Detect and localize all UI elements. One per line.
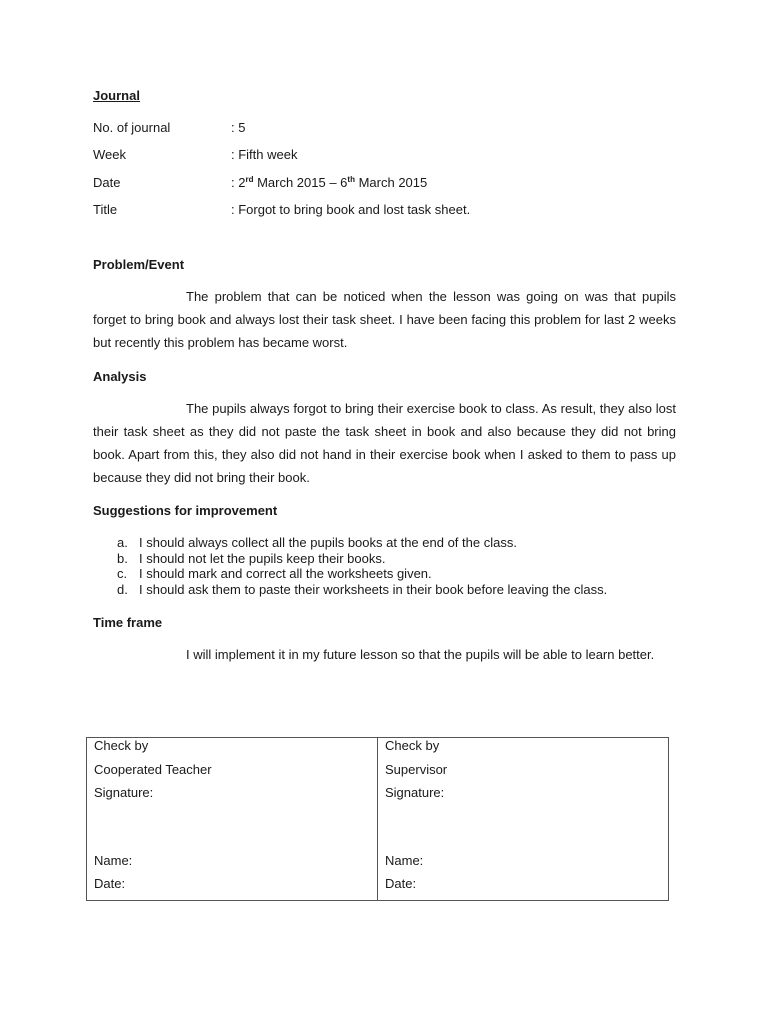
list-item <box>93 582 693 598</box>
meta-row-date <box>93 175 693 193</box>
list-item <box>93 551 693 567</box>
meta-value-date <box>231 175 427 190</box>
date-label: Date: <box>385 876 417 891</box>
check-by-label: Check by <box>94 738 149 753</box>
timeframe-paragraph: I will implement it in my future lesson so that the pupils will be able to learn better. <box>186 647 655 662</box>
list-item-text: I should mark and correct all the worksheets given. <box>139 566 432 581</box>
list-item-text: I should not let the pupils keep their books. <box>139 550 386 566</box>
journal-heading: Journal <box>93 88 140 103</box>
meta-value: : 5 <box>231 120 246 135</box>
date-label: Date: <box>94 876 126 891</box>
list-item-text: I should always collect all the pupils books at the end of the class. <box>139 535 517 550</box>
suggestions-heading: Suggestions for improvement <box>93 503 278 518</box>
meta-label: Title <box>93 202 118 217</box>
date-ordinal-start: rd <box>245 175 254 184</box>
timeframe-heading: Time frame <box>93 615 163 630</box>
meta-row-week <box>93 147 693 165</box>
signoff-cell-teacher <box>87 738 378 901</box>
list-item <box>93 566 693 582</box>
signoff-cell-supervisor <box>378 738 669 901</box>
list-marker: c. <box>117 566 128 581</box>
meta-label: Date <box>93 175 121 190</box>
check-by-label: Check by <box>385 738 440 753</box>
analysis-paragraph: The pupils always forgot to bring their exercise book to class. As result, they also lost their task sheet as they did not paste the task sheet in book and also because they did not bring book. Apart from this, they also did not hand in their exercise book when I asked to them to pass up because they did not bring their book. <box>93 401 676 485</box>
meta-row-journal-number <box>93 120 693 138</box>
role-label: Cooperated Teacher <box>94 761 212 777</box>
date-middle: March 2015 – 6 <box>253 175 348 190</box>
meta-label: Week <box>93 147 126 162</box>
date-ordinal-end: th <box>347 175 355 184</box>
problem-heading: Problem/Event <box>93 257 185 272</box>
meta-value: : Fifth week <box>231 147 298 162</box>
name-label: Name: <box>94 852 133 868</box>
date-suffix: March 2015 <box>354 175 428 190</box>
list-marker: d. <box>117 581 128 597</box>
signoff-table <box>86 737 669 901</box>
list-marker: b. <box>117 550 128 566</box>
date-prefix: : 2 <box>231 175 246 190</box>
suggestions-list <box>93 535 693 597</box>
signature-space <box>385 809 668 853</box>
list-item-text: I should ask them to paste their worksheets in their book before leaving the class. <box>139 581 608 597</box>
name-label: Name: <box>385 852 424 868</box>
role-label: Supervisor <box>385 761 448 777</box>
meta-row-title <box>93 202 693 220</box>
list-item <box>93 535 693 551</box>
meta-value: : Forgot to bring book and lost task sheet. <box>231 202 471 217</box>
problem-paragraph: The problem that can be noticed when the lesson was going on was that pupils forget to bring book and always lost their task sheet. I have been facing this problem for last 2 weeks but recently this problem has became worst. <box>93 289 676 350</box>
analysis-heading: Analysis <box>93 369 147 384</box>
list-marker: a. <box>117 535 128 550</box>
signature-space <box>94 809 377 853</box>
signature-label: Signature: <box>385 785 445 800</box>
signature-label: Signature: <box>94 785 154 800</box>
meta-label: No. of journal <box>93 120 171 135</box>
